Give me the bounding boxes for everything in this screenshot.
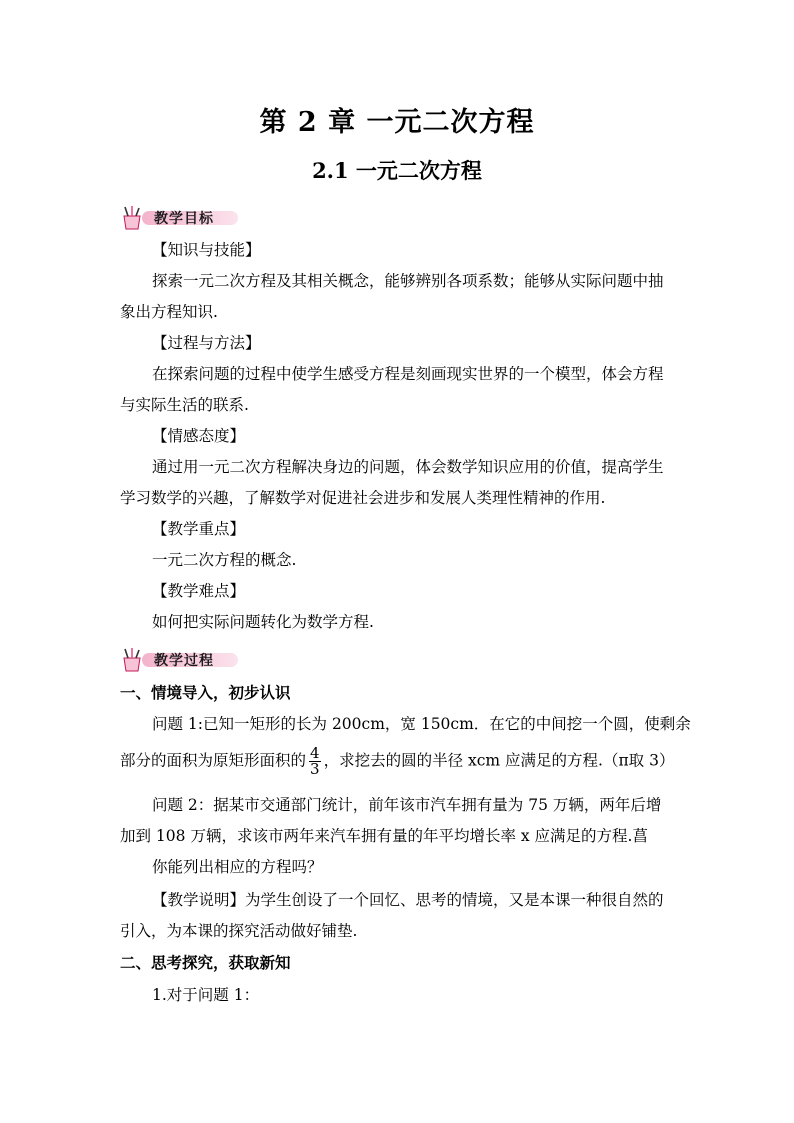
section-2-title: 二、思考探究，获取新知 xyxy=(120,953,291,972)
question-1-text-1: 问题 1:已知一矩形的长为 200cm，宽 150cm．在它的中间挖一个圆，使剩余 xyxy=(152,715,691,733)
banner-label: 教学目标 xyxy=(154,211,214,227)
goal-process-heading: 【过程与方法】 xyxy=(152,334,261,352)
section-2-item-1: 1.对于问题 1： xyxy=(152,986,260,1004)
teaching-note-text-2: 引入，为本课的探究活动做好铺垫. xyxy=(120,922,358,940)
question-2-text-1: 问题 2：据某市交通部门统计，前年该市汽车拥有量为 75 万辆，两年后增 xyxy=(152,796,662,814)
prompt-question: 你能列出相应的方程吗？ xyxy=(152,858,323,876)
goal-knowledge-heading: 【知识与技能】 xyxy=(152,241,261,259)
goal-process-text-2: 与实际生活的联系. xyxy=(120,396,249,414)
teaching-note-text-1: 【教学说明】为学生创设了一个回忆、思考的情境，又是本课一种很自然的 xyxy=(152,891,664,909)
fraction-denominator: 3 xyxy=(310,760,320,778)
chapter-title: 第 2 章 一元二次方程 xyxy=(259,107,535,138)
pen-holder-icon xyxy=(118,206,152,230)
question-2-text-2: 加到 108 万辆，求该市两年来汽车拥有量的年平均增长率 x 应满足的方程.菖 xyxy=(120,827,648,845)
fraction-four-thirds xyxy=(309,746,321,777)
question-1-text-2b: ，求挖去的圆的半径 xcm 应满足的方程.（π取 3） xyxy=(323,751,675,770)
goal-key-text: 一元二次方程的概念. xyxy=(152,551,297,569)
goal-knowledge-text-2: 象出方程知识. xyxy=(120,303,218,321)
banner-label: 教学过程 xyxy=(154,653,214,669)
goal-attitude-heading: 【情感态度】 xyxy=(152,427,246,445)
fraction-numerator: 4 xyxy=(310,744,320,762)
section-1-title: 一、情境导入，初步认识 xyxy=(120,683,291,702)
goal-difficulty-text: 如何把实际问题转化为数学方程. xyxy=(152,613,374,631)
question-1-text-2a: 部分的面积为原矩形面积的 xyxy=(120,751,307,770)
goal-key-heading: 【教学重点】 xyxy=(152,520,246,538)
section-title: 2.1 一元二次方程 xyxy=(312,158,482,183)
goal-difficulty-heading: 【教学难点】 xyxy=(152,582,246,600)
banner-teaching-process xyxy=(118,648,240,672)
question-1-text-2 xyxy=(120,746,674,777)
goal-attitude-text-1: 通过用一元二次方程解决身边的问题，体会数学知识应用的价值，提高学生 xyxy=(152,458,664,476)
banner-teaching-goals xyxy=(118,206,240,230)
goal-process-text-1: 在探索问题的过程中使学生感受方程是刻画现实世界的一个模型，体会方程 xyxy=(152,365,664,383)
pen-holder-icon xyxy=(118,648,152,672)
goal-knowledge-text-1: 探索一元二次方程及其相关概念，能够辨别各项系数；能够从实际问题中抽 xyxy=(152,272,664,290)
goal-attitude-text-2: 学习数学的兴趣，了解数学对促进社会进步和发展人类理性精神的作用. xyxy=(120,489,606,507)
